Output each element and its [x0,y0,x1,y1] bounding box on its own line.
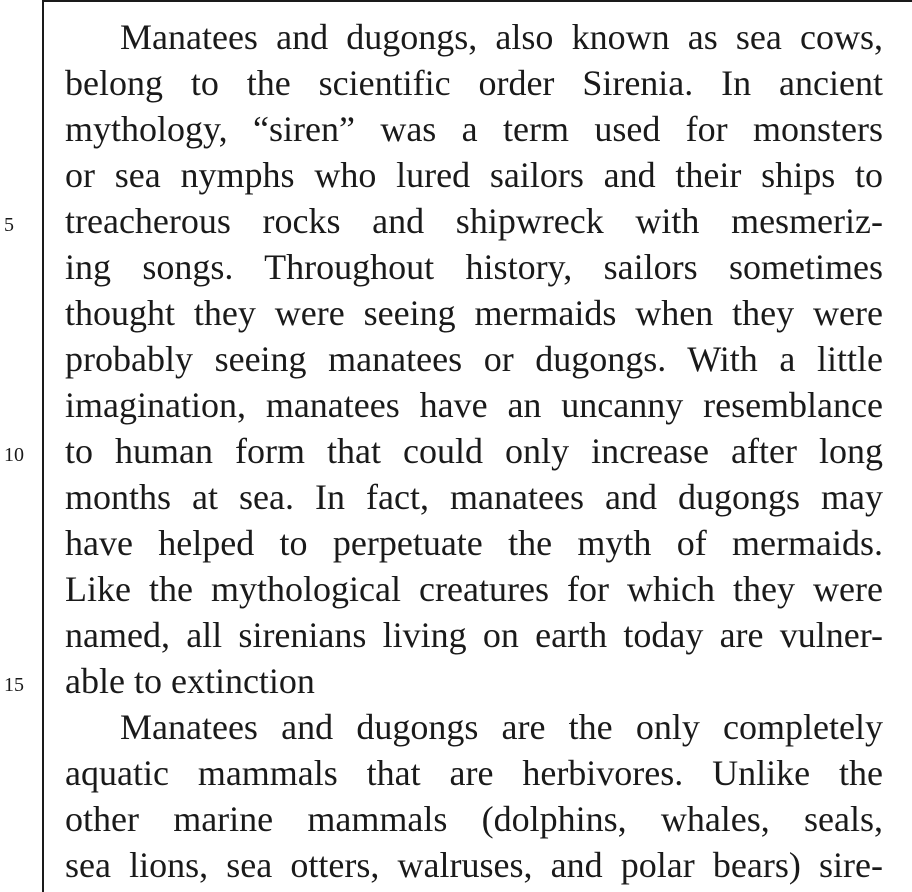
passage-line-1: Manatees and dugongs, also known as sea cows, [120,17,883,57]
passage-line-5: treacherous rocks and shipwreck with mesmeriz- [65,201,883,241]
line-number: 10 [4,444,24,466]
passage-line-8: probably seeing manatees or dugongs. With a little [65,339,883,379]
line-number: 15 [4,674,24,696]
passage-line-19: sea lions, sea otters, walruses, and polar bears) sire- [65,845,883,885]
passage-line-16: Manatees and dugongs are the only completely [120,707,883,747]
passage-line-2: belong to the scientific order Sirenia. In ancient [65,63,883,103]
passage-line-10: to human form that could only increase after long [65,431,883,471]
passage-line-9: imagination, manatees have an uncanny resemblance [65,385,883,425]
passage-line-18: other marine mammals (dolphins, whales, seals, [65,799,883,839]
passage-line-3: mythology, “siren” was a term used for monsters [65,109,883,149]
passage-line-17: aquatic mammals that are herbivores. Unlike the [65,753,883,793]
passage-line-14: named, all sirenians living on earth today are vulner- [65,615,883,655]
passage-line-13: Like the mythological creatures for which they were [65,569,883,609]
passage-line-6: ing songs. Throughout history, sailors sometimes [65,247,883,287]
passage-line-4: or sea nymphs who lured sailors and their ships to [65,155,883,195]
passage-line-11: months at sea. In fact, manatees and dugongs may [65,477,883,517]
passage-line-7: thought they were seeing mermaids when they were [65,293,883,333]
passage-line-15: able to extinction [65,661,315,701]
passage-line-12: have helped to perpetuate the myth of mermaids. [65,523,883,563]
line-number: 5 [4,214,14,236]
